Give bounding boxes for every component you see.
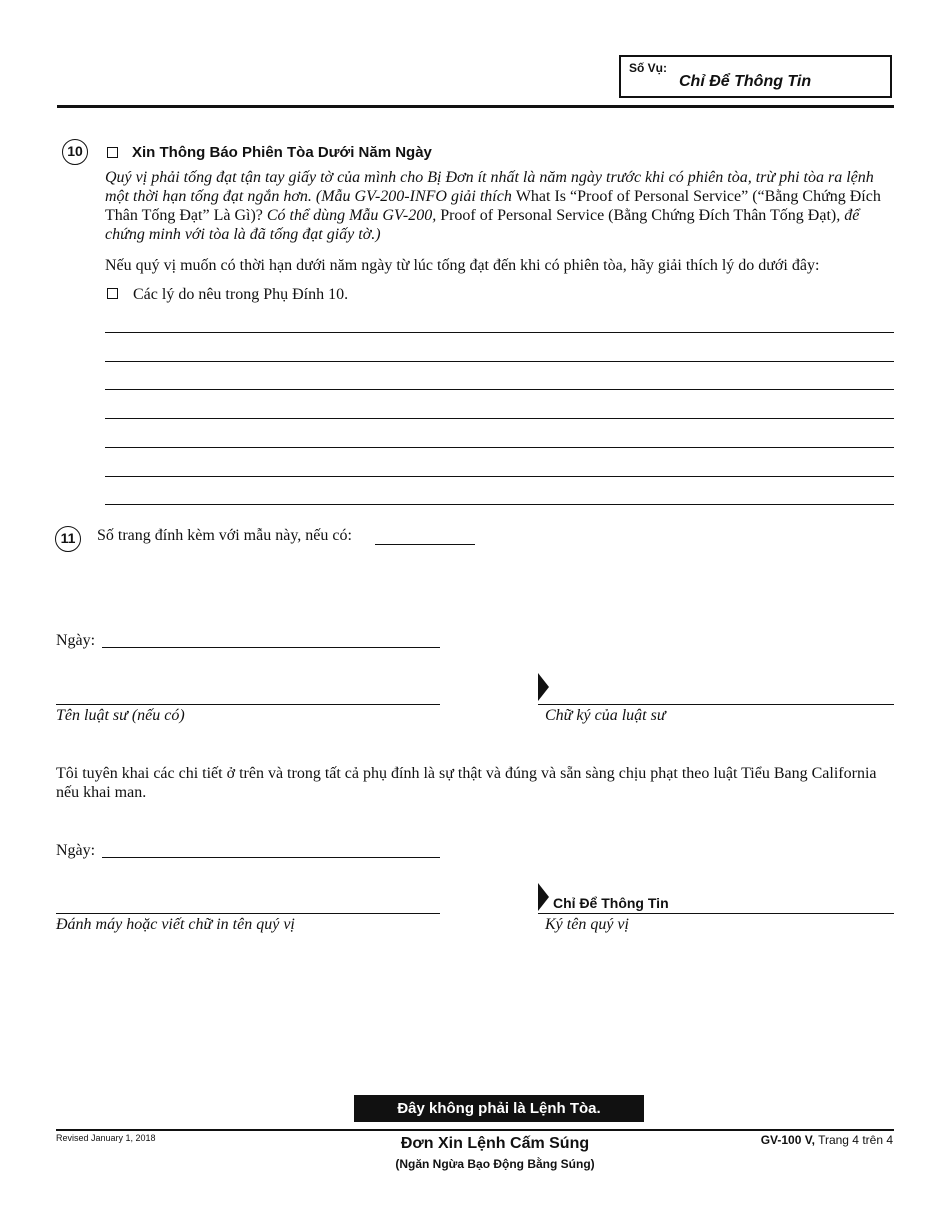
- page-number: Trang 4 trên 4: [814, 1133, 893, 1147]
- attorney-name-field[interactable]: [56, 704, 440, 705]
- item-10-number: 10: [62, 139, 88, 165]
- item-10-checkbox[interactable]: [107, 147, 118, 158]
- reason-line[interactable]: [105, 332, 894, 333]
- form-title: Đơn Xin Lệnh Cấm Súng: [400, 1135, 590, 1152]
- form-page-info: [600, 1133, 893, 1147]
- instructions-part-c: Có thể dùng Mẫu GV-200,: [262, 207, 441, 224]
- reason-line[interactable]: [105, 361, 894, 362]
- attachment-10-label: Các lý do nêu trong Phụ Đính 10.: [133, 286, 349, 303]
- header-rule: [57, 105, 894, 108]
- not-court-order-banner: Đây không phải là Lệnh Tòa.: [354, 1095, 644, 1122]
- declarant-date-field[interactable]: [102, 857, 440, 858]
- form-subtitle: (Ngăn Ngừa Bạo Động Bằng Súng): [395, 1157, 595, 1171]
- declarant-name-caption: Đánh máy hoặc viết chữ in tên quý vị: [56, 916, 295, 933]
- attorney-name-caption: Tên luật sư (nếu có): [56, 707, 185, 724]
- signature-arrow-icon: [538, 673, 549, 701]
- item-10-request-text: Nếu quý vị muốn có thời hạn dưới năm ngày từ lúc tống đạt đến khi có phiên tòa, hãy giải thích lý do dưới đây:: [105, 257, 820, 274]
- attorney-date-label: Ngày:: [56, 632, 96, 649]
- attorney-signature-field[interactable]: [538, 704, 894, 705]
- instructions-part-a: Quý vị phải tống đạt tận tay giấy tờ của mình cho Bị Đơn ít nhất là năm ngày trước khi có phiên tòa, trừ phi tòa ra lệnh một thời hạn tống đạt ngắn hơn. (Mẫu GV-200-INFO giải thích: [105, 169, 874, 205]
- signature-arrow-icon: [538, 883, 549, 911]
- revised-date: Revised January 1, 2018: [56, 1133, 156, 1143]
- attorney-date-field[interactable]: [102, 647, 440, 648]
- reason-line[interactable]: [105, 418, 894, 419]
- attorney-signature-caption: Chữ ký của luật sư: [545, 707, 666, 724]
- item-11-text: Số trang đính kèm với mẫu này, nếu có:: [97, 527, 352, 544]
- reason-line[interactable]: [105, 504, 894, 505]
- footer-rule: [56, 1129, 894, 1131]
- declarant-signature-value[interactable]: Chỉ Để Thông Tin: [553, 895, 669, 911]
- reason-line[interactable]: [105, 476, 894, 477]
- item-10-heading: Xin Thông Báo Phiên Tòa Dưới Năm Ngày: [132, 144, 432, 161]
- declarant-name-field[interactable]: [56, 913, 440, 914]
- reason-line[interactable]: [105, 447, 894, 448]
- declarant-date-label: Ngày:: [56, 842, 96, 859]
- case-number-box: [619, 55, 892, 98]
- attachment-10-checkbox[interactable]: [107, 288, 118, 299]
- declaration-text: Tôi tuyên khai các chi tiết ở trên và trong tất cả phụ đính là sự thật và đúng và sẵn sàng chịu phạt theo luật Tiểu Bang California nếu khai man.: [56, 765, 877, 801]
- instructions-part-e: , để chứng minh với tòa là đã tống đạt giấy tờ.): [105, 207, 860, 243]
- instructions-part-b: What Is “Proof of Personal Service” (“Bằng Chứng Đích Thân Tống Đạt” Là Gì)?: [105, 188, 881, 224]
- reason-line[interactable]: [105, 389, 894, 390]
- item-10-instructions: [105, 168, 895, 244]
- case-number-value[interactable]: Chỉ Để Thông Tin: [679, 73, 812, 90]
- instructions-part-d: Proof of Personal Service (Bằng Chứng Đích Thân Tống Đạt): [440, 207, 837, 224]
- form-id: GV-100 V,: [760, 1133, 815, 1147]
- declarant-signature-field[interactable]: [538, 913, 894, 914]
- item-11-number: 11: [55, 526, 81, 552]
- case-number-label: Số Vụ:: [629, 61, 667, 75]
- declarant-signature-caption: Ký tên quý vị: [545, 916, 629, 933]
- pages-attached-field[interactable]: [375, 544, 475, 545]
